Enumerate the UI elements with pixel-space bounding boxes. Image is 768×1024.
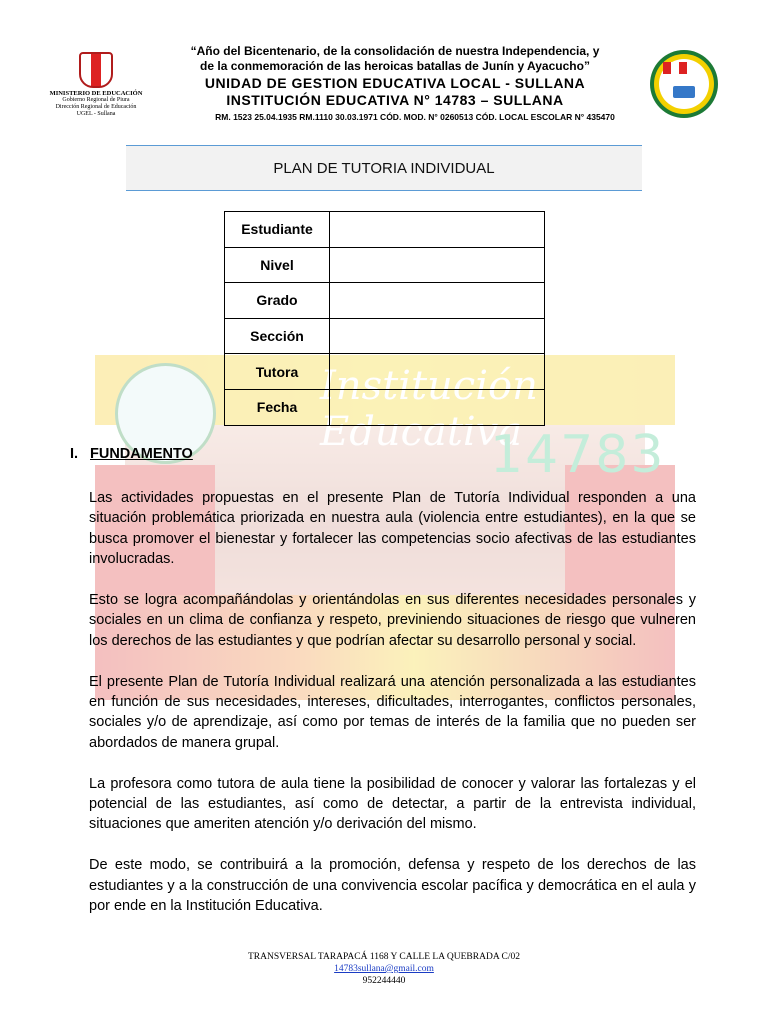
table-row [225, 247, 545, 283]
table-row [225, 354, 545, 390]
table-row [225, 318, 545, 354]
label-grado: Grado [225, 283, 330, 319]
paragraph: La profesora como tutora de aula tiene la posibilidad de conocer y valorar las fortalezas y el potencial de las estudiantes, así como de detectar, a partir de la entrevista individual, situaciones que ameriten atención y/o derivación del mismo. [89, 775, 696, 833]
ugel-name: UNIDAD DE GESTION EDUCATIVA LOCAL - SULLANA [204, 75, 586, 91]
document-header [150, 44, 640, 123]
table-row [225, 212, 545, 248]
value-estudiante[interactable] [330, 212, 545, 248]
footer-email-link[interactable]: 14783sullana@gmail.com [334, 964, 434, 974]
table-row [225, 283, 545, 319]
table-row [225, 389, 545, 425]
footer-address: TRANSVERSAL TARAPACÁ 1168 Y CALLE LA QUEBRADA C/02 [247, 952, 521, 962]
year-motto-line-1: “Año del Bicentenario, de la consolidación de nuestra Independencia, y [190, 44, 600, 58]
section-body [89, 488, 696, 937]
student-info-table [224, 211, 545, 426]
page-footer [0, 951, 768, 987]
watermark-script: Institución Educativa [320, 363, 538, 455]
label-estudiante: Estudiante [225, 212, 330, 248]
section-title: FUNDAMENTO [90, 446, 193, 462]
watermark-number: 14783 [490, 425, 666, 485]
year-motto-line-2: de la conmemoración de las heroicas batallas de Junín y Ayacucho” [200, 59, 590, 73]
coat-of-arms-icon [79, 52, 113, 88]
ministry-logo [48, 52, 144, 118]
logo-line-direction: Dirección Regional de Educación [55, 104, 137, 110]
school-seal-icon [650, 50, 718, 118]
value-fecha[interactable] [330, 389, 545, 425]
paragraph: Las actividades propuestas en el presente Plan de Tutoría Individual responden a una situación problemática priorizada en nuestra aula (violencia entre estudiantes), en la que se busca promover el bienestar y fortalecer las competencias socio afectivas de las estudiantes involucradas. [89, 490, 696, 568]
logo-line-ugel: UGEL - Sullana [76, 111, 116, 117]
resolution-references: RM. 1523 25.04.1935 RM.1110 30.03.1971 CÓD. MOD. N° 0260513 CÓD. LOCAL ESCOLAR N° 435470 [215, 112, 615, 122]
paragraph: El presente Plan de Tutoría Individual realizará una atención personalizada a las estudiantes en función de sus necesidades, intereses, dificultades, interrogantes, conflictos personales, sociales y/o de aprendizaje, así como por temas de interés de la familia que no pueden ser abordados de manera grupal. [89, 673, 696, 751]
paragraph: Esto se logra acompañándolas y orientándolas en sus diferentes necesidades personales y sociales en un clima de confianza y respeto, previniendo situaciones de riesgo que vulneren los derechos de las estudiantes y que podrían afectar su desarrollo personal y social. [89, 592, 696, 649]
label-fecha: Fecha [225, 389, 330, 425]
logo-line-ministry: MINISTERIO DE EDUCACIÓN [49, 90, 143, 97]
label-nivel: Nivel [225, 247, 330, 283]
value-nivel[interactable] [330, 247, 545, 283]
logo-line-region: Gobierno Regional de Piura [62, 97, 130, 103]
value-tutora[interactable] [330, 354, 545, 390]
paragraph: De este modo, se contribuirá a la promoción, defensa y respeto de los derechos de las estudiantes y a la construcción de una convivencia escolar pacífica y democrática en el aula y por ende en la Institución Educativa. [89, 857, 696, 915]
value-seccion[interactable] [330, 318, 545, 354]
section-heading [70, 446, 193, 462]
label-tutora: Tutora [225, 354, 330, 390]
value-grado[interactable] [330, 283, 545, 319]
label-seccion: Sección [225, 318, 330, 354]
section-number: I. [70, 446, 79, 462]
institution-name: INSTITUCIÓN EDUCATIVA N° 14783 – SULLANA [226, 92, 564, 108]
document-title: PLAN DE TUTORIA INDIVIDUAL [126, 145, 642, 191]
footer-phone: 952244440 [362, 976, 406, 986]
